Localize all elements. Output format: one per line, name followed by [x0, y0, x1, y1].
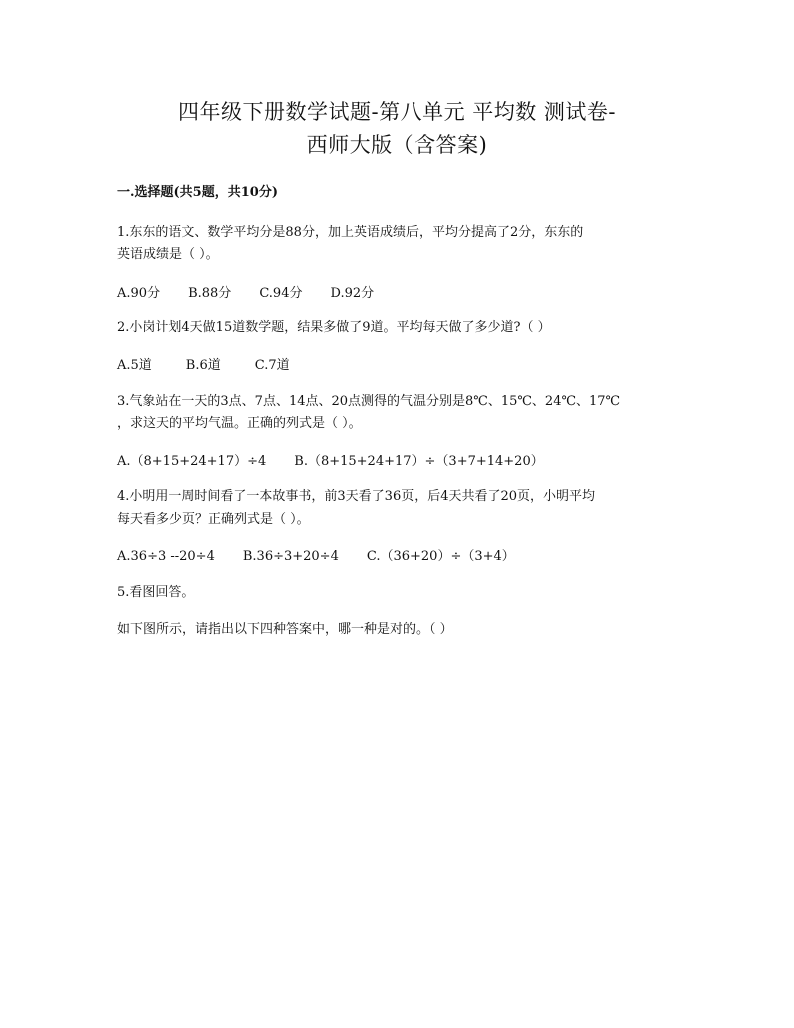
option-a: A.（8+15+24+17）÷4 [117, 454, 267, 469]
page-title-line-2: 西师大版（含答案) [306, 133, 488, 157]
option-d: D.92分 [330, 286, 375, 301]
question-3-line-1: 3.气象站在一天的3点、7点、14点、20点测得的气温分别是8℃、15℃、24℃、17℃ [117, 394, 621, 409]
question-4-line-2: 每天看多少页？正确列式是（ ）。 [117, 512, 310, 527]
option-b: B.（8+15+24+17）÷（3+7+14+20） [294, 454, 544, 469]
question-1-line-1: 1.东东的语文、数学平均分是88分，加上英语成绩后，平均分提高了2分，东东的 [117, 225, 584, 240]
question-5-line-1: 5.看图回答。 [117, 585, 195, 600]
option-b: B.36÷3+20÷4 [242, 549, 339, 564]
question-3-line-2: ，求这天的平均气温。正确的列式是（ ）。 [117, 416, 362, 431]
question-2-line-1: 2.小岗计划4天做15道数学题，结果多做了9道。平均每天做了多少道?（ ） [117, 320, 551, 335]
question-3-options [117, 452, 572, 472]
question-4-options [117, 547, 543, 567]
option-a: A.90分 [117, 286, 161, 301]
option-b: B.88分 [188, 286, 232, 301]
option-a: A.36÷3 --20÷4 [117, 549, 215, 564]
option-c: C.94分 [259, 286, 303, 301]
question-5-line-2: 如下图所示，请指出以下四种答案中，哪一种是对的。（ ） [117, 622, 453, 637]
question-1-options [117, 284, 402, 304]
page-title-line-1: 四年级下册数学试题-第八单元 平均数 测试卷- [177, 100, 617, 124]
question-1-line-2: 英语成绩是（ ）。 [117, 247, 219, 262]
option-b: B.6道 [185, 358, 221, 373]
question-4-line-1: 4.小明用一周时间看了一本故事书，前3天看了36页，后4天共看了20页，小明平均 [117, 489, 596, 504]
option-a: A.5道 [117, 358, 152, 373]
option-c: C.（36+20）÷（3+4） [366, 549, 515, 564]
question-2-options [117, 356, 318, 376]
option-c: C.7道 [254, 358, 290, 373]
section-heading: 一.选择题(共5题，共10分) [117, 185, 278, 200]
